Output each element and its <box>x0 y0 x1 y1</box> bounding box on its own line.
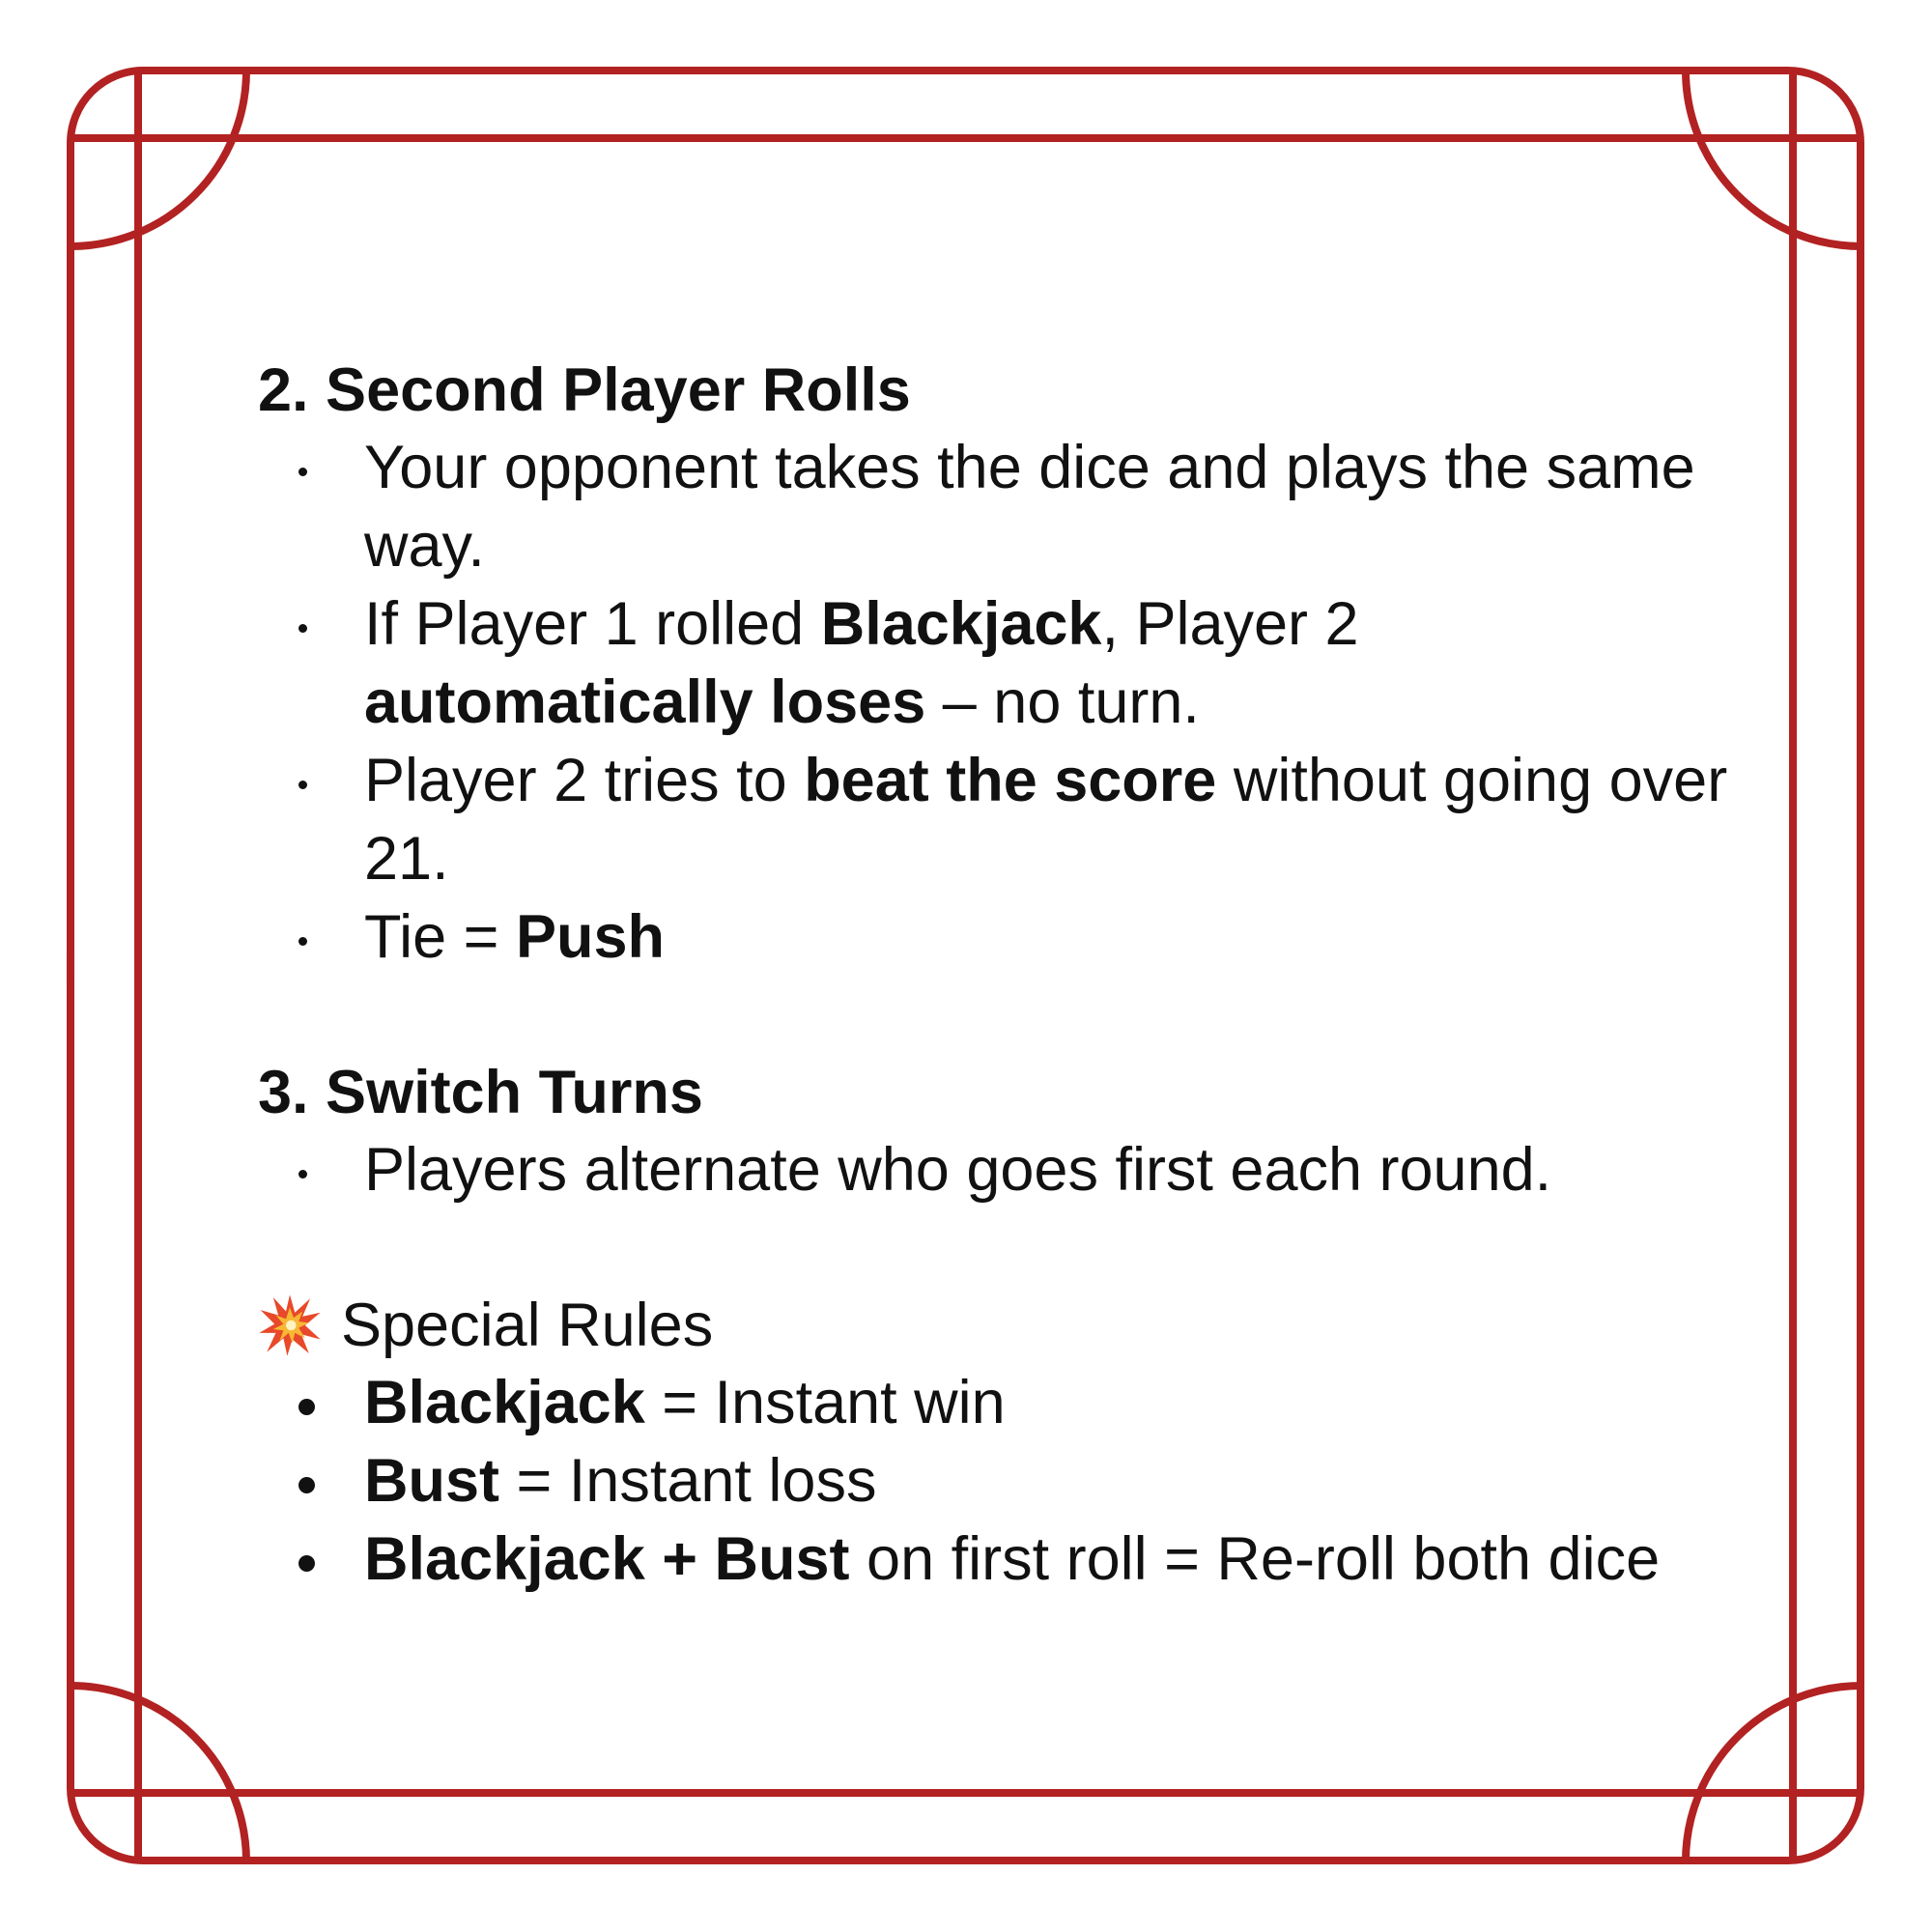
special-rules-title: Special Rules <box>258 1287 1746 1364</box>
spacer <box>258 977 1746 1054</box>
bullet-dot <box>298 1131 307 1209</box>
spacer <box>258 1209 1746 1287</box>
list-item: Player 2 tries to beat the score without going over 21. <box>258 742 1746 898</box>
bullet-dot <box>298 1442 315 1520</box>
bullet-dot <box>298 1364 315 1442</box>
list-item: Bust = Instant loss <box>258 1442 1746 1520</box>
bullet-dot <box>298 742 307 820</box>
section-2-title: 2. Second Player Rolls <box>258 356 911 424</box>
list-item: If Player 1 rolled Blackjack, Player 2 automatically loses – no turn. <box>258 585 1746 742</box>
rules-content <box>258 352 1746 1599</box>
list-item: Blackjack = Instant win <box>258 1364 1746 1442</box>
bullet-dot <box>298 429 307 507</box>
section-3-list <box>258 1131 1746 1209</box>
list-item: Your opponent takes the dice and plays the same way. <box>258 429 1746 585</box>
section-3-title: 3. Switch Turns <box>258 1059 703 1126</box>
bullet-dot <box>298 585 307 664</box>
special-rules-list <box>258 1364 1746 1599</box>
bullet-dot <box>298 898 307 977</box>
list-item: Tie = Push <box>258 898 1746 977</box>
list-item: Players alternate who goes first each round. <box>258 1131 1746 1209</box>
list-item: Blackjack + Bust on first roll = Re-roll both dice <box>258 1520 1746 1599</box>
collision-burst-icon <box>258 1293 322 1357</box>
section-2-list <box>258 429 1746 977</box>
bullet-dot <box>298 1520 315 1599</box>
